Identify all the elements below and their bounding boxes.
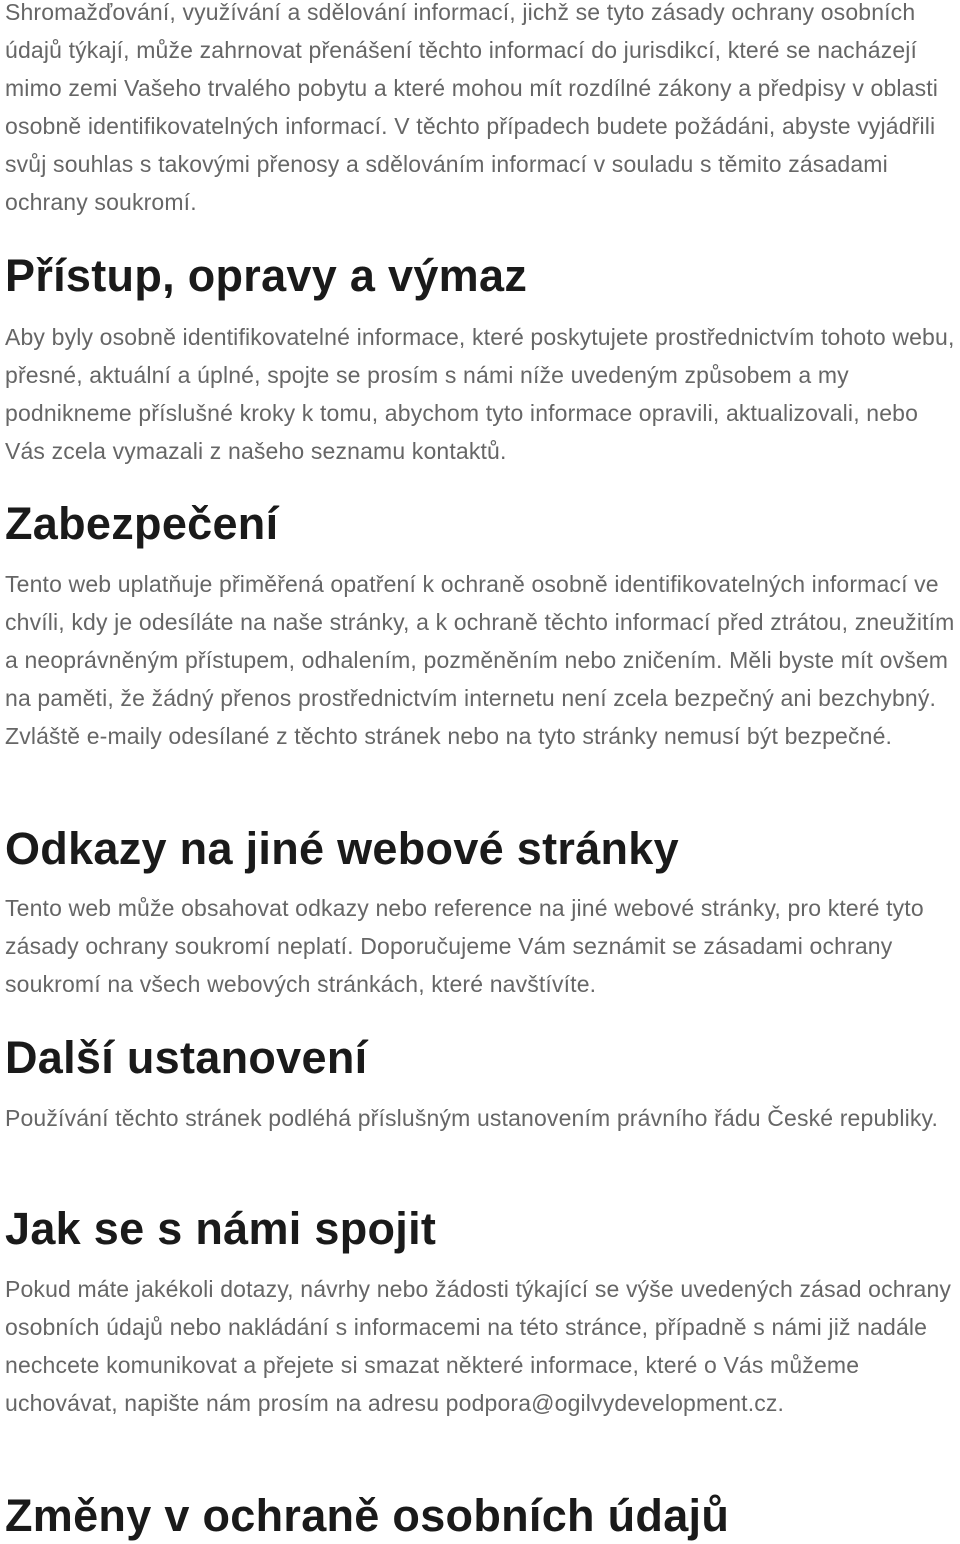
contact-us-heading: Jak se s námi spojit (5, 1203, 437, 1254)
contact-us-paragraph: Pokud máte jakékoli dotazy, návrhy nebo žádosti týkající se výše uvedených zásad ochrany osobních údajů nebo nakládání s informacemi na této stránce, případně s námi již nadále nechcete komunikovat a přejete si smazat některé informace, které o Vás můžeme uchovávat, napište nám prosím na adresu podpora@ogilvydevelopment.cz. (5, 1276, 952, 1416)
data-transfer-paragraph: Shromažďování, využívání a sdělování informací, jichž se tyto zásady ochrany osobních údajů týkají, může zahrnovat přenášení těchto informací do jurisdikcí, které se nacházejí mimo zemi Vašeho trvalého pobytu a které mohou mít rozdílné zákony a předpisy v oblasti osobně identifikovatelných informací. V těchto případech budete požádáni, abyste vyjádřili svůj souhlas s takovými přenosy a sdělováním informací v souladu s těmito zásadami ochrany soukromí. (5, 0, 939, 215)
access-correction-deletion-heading: Přístup, opravy a výmaz (5, 250, 528, 301)
other-provisions-paragraph: Používání těchto stránek podléhá příslušným ustanovením právního řádu České republiky. (5, 1105, 938, 1131)
privacy-changes-heading: Změny v ochraně osobních údajů (5, 1490, 730, 1541)
access-correction-deletion-paragraph: Aby byly osobně identifikovatelné informace, které poskytujete prostřednictvím tohoto webu, přesné, aktuální a úplné, spojte se prosím s námi níže uvedeným způsobem a my podnikneme příslušné kroky k tomu, abychom tyto informace opravili, aktualizovali, nebo Vás zcela vymazali z našeho seznamu kontaktů. (5, 324, 955, 464)
links-to-other-websites-heading: Odkazy na jiné webové stránky (5, 823, 679, 874)
security-heading: Zabezpečení (5, 498, 279, 549)
links-to-other-websites-paragraph: Tento web může obsahovat odkazy nebo reference na jiné webové stránky, pro které tyto zásady ochrany soukromí neplatí. Doporučujeme Vám seznámit se zásadami ochrany soukromí na všech webových stránkách, které navštívíte. (5, 895, 924, 997)
security-paragraph: Tento web uplatňuje přiměřená opatření k ochraně osobně identifikovatelných informací ve chvíli, kdy je odesíláte na naše stránky, a k ochraně těchto informací před ztrátou, zneužitím a neoprávněným přístupem, odhalením, pozměněním nebo zničením. Měli byste mít ovšem na paměti, že žádný přenos prostřednictvím internetu není zcela bezpečný ani bezchybný. Zvláště e-maily odesílané z těchto stránek nebo na tyto stránky nemusí být bezpečné. (5, 571, 955, 749)
other-provisions-heading: Další ustanovení (5, 1032, 368, 1083)
